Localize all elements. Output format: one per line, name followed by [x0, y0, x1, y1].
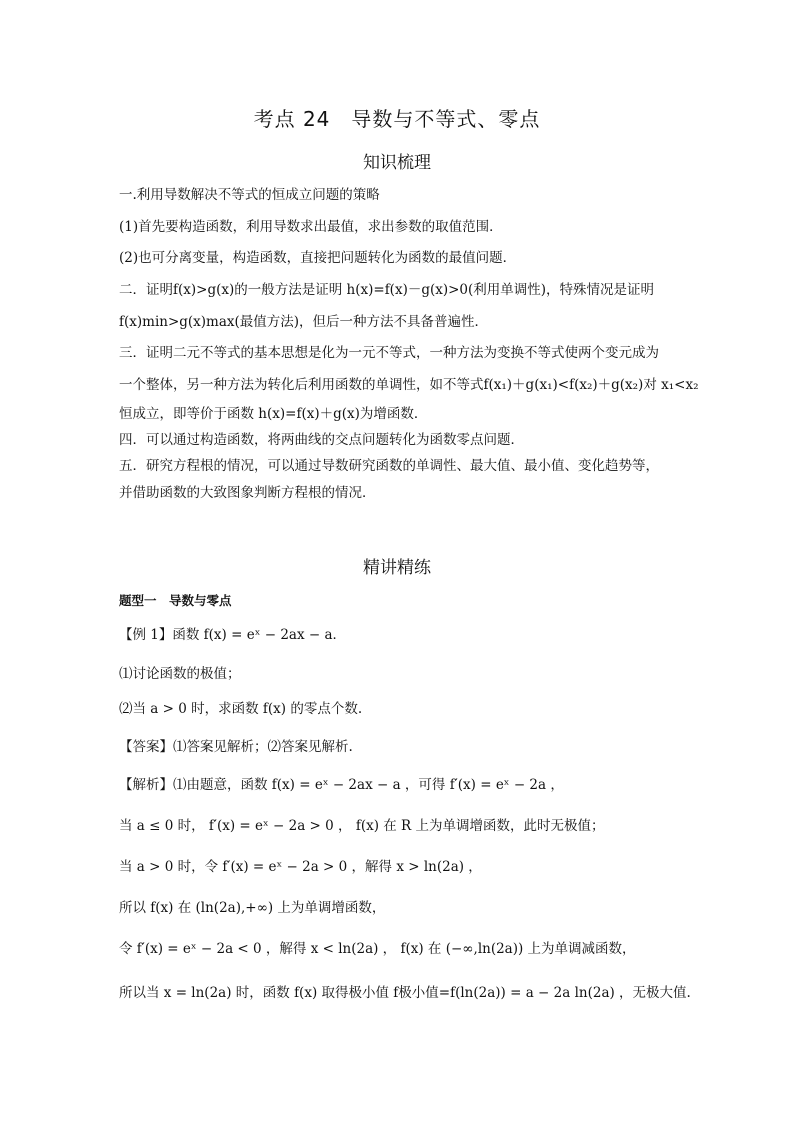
knowledge-line: (2)也可分离变量，构造函数，直接把问题转化为函数的最值问题． — [119, 250, 517, 266]
knowledge-line: 并借助函数的大致图象判断方程根的情况． — [119, 485, 376, 501]
analysis-line: 【解析】⑴由题意，函数 f(x) = eˣ − 2ax − a ，可得 f′(x) = eˣ − 2a ， — [119, 777, 564, 793]
knowledge-line: (1)首先要构造函数，利用导数求出最值，求出参数的取值范围． — [119, 219, 503, 235]
analysis-line: 当 a ≤ 0 时， f′(x) = eˣ − 2a > 0 ， f(x) 在 R 上为单调增函数，此时无极值； — [119, 818, 605, 834]
analysis-line: 令 f′(x) = eˣ − 2a < 0 ，解得 x < ln(2a) ， f(x) 在 (−∞,ln(2a)) 上为单调减函数， — [119, 941, 636, 957]
knowledge-line: 恒成立，即等价于函数 h(x)=f(x)＋g(x)为增函数． — [119, 406, 428, 422]
question-2: ⑵当 a > 0 时，求函数 f(x) 的零点个数. — [119, 701, 363, 717]
knowledge-line: 三．证明二元不等式的基本思想是化为一元不等式，一种方法为变换不等式使两个变元成为 — [119, 345, 659, 361]
knowledge-line: f(x)min>g(x)max(最值方法)，但后一种方法不具备普遍性． — [119, 314, 489, 330]
answer-line: 【答案】⑴答案见解析；⑵答案见解析. — [119, 739, 353, 755]
question-type-heading: 题型一 导数与零点 — [119, 593, 232, 608]
analysis-line: 当 a > 0 时，令 f′(x) = eˣ − 2a > 0 ，解得 x > ln(2a) ， — [119, 859, 482, 875]
page-title: 考点 24 导数与不等式、零点 — [253, 107, 541, 131]
knowledge-line: 五．研究方程根的情况，可以通过导数研究函数的单调性、最大值、最小值、变化趋势等， — [119, 458, 659, 474]
analysis-line: 所以当 x = ln(2a) 时，函数 f(x) 取得极小值 f极小值=f(ln(2a)) = a − 2a ln(2a) ，无极大值. — [119, 985, 691, 1001]
knowledge-line: 四．可以通过构造函数，将两曲线的交点问题转化为函数零点问题． — [119, 432, 524, 448]
knowledge-line: 二．证明f(x)>g(x)的一般方法是证明 h(x)=f(x)－g(x)>0(利用单调性)，特殊情况是证明 — [119, 282, 655, 298]
example-statement: 【例 1】函数 f(x) = eˣ − 2ax − a． — [119, 627, 347, 643]
section-heading-knowledge: 知识梳理 — [363, 153, 431, 173]
section-heading-practice: 精讲精练 — [363, 558, 431, 578]
analysis-line: 所以 f(x) 在 (ln(2a),+∞) 上为单调增函数， — [119, 900, 386, 916]
knowledge-line: 一.利用导数解决不等式的恒成立问题的策略 — [119, 187, 380, 203]
knowledge-line: 一个整体，另一种方法为转化后利用函数的单调性，如不等式f(x₁)＋g(x₁)<f(x₂)＋g(x₂)对 x₁<x₂ — [119, 377, 699, 393]
question-1: ⑴讨论函数的极值； — [119, 666, 241, 682]
